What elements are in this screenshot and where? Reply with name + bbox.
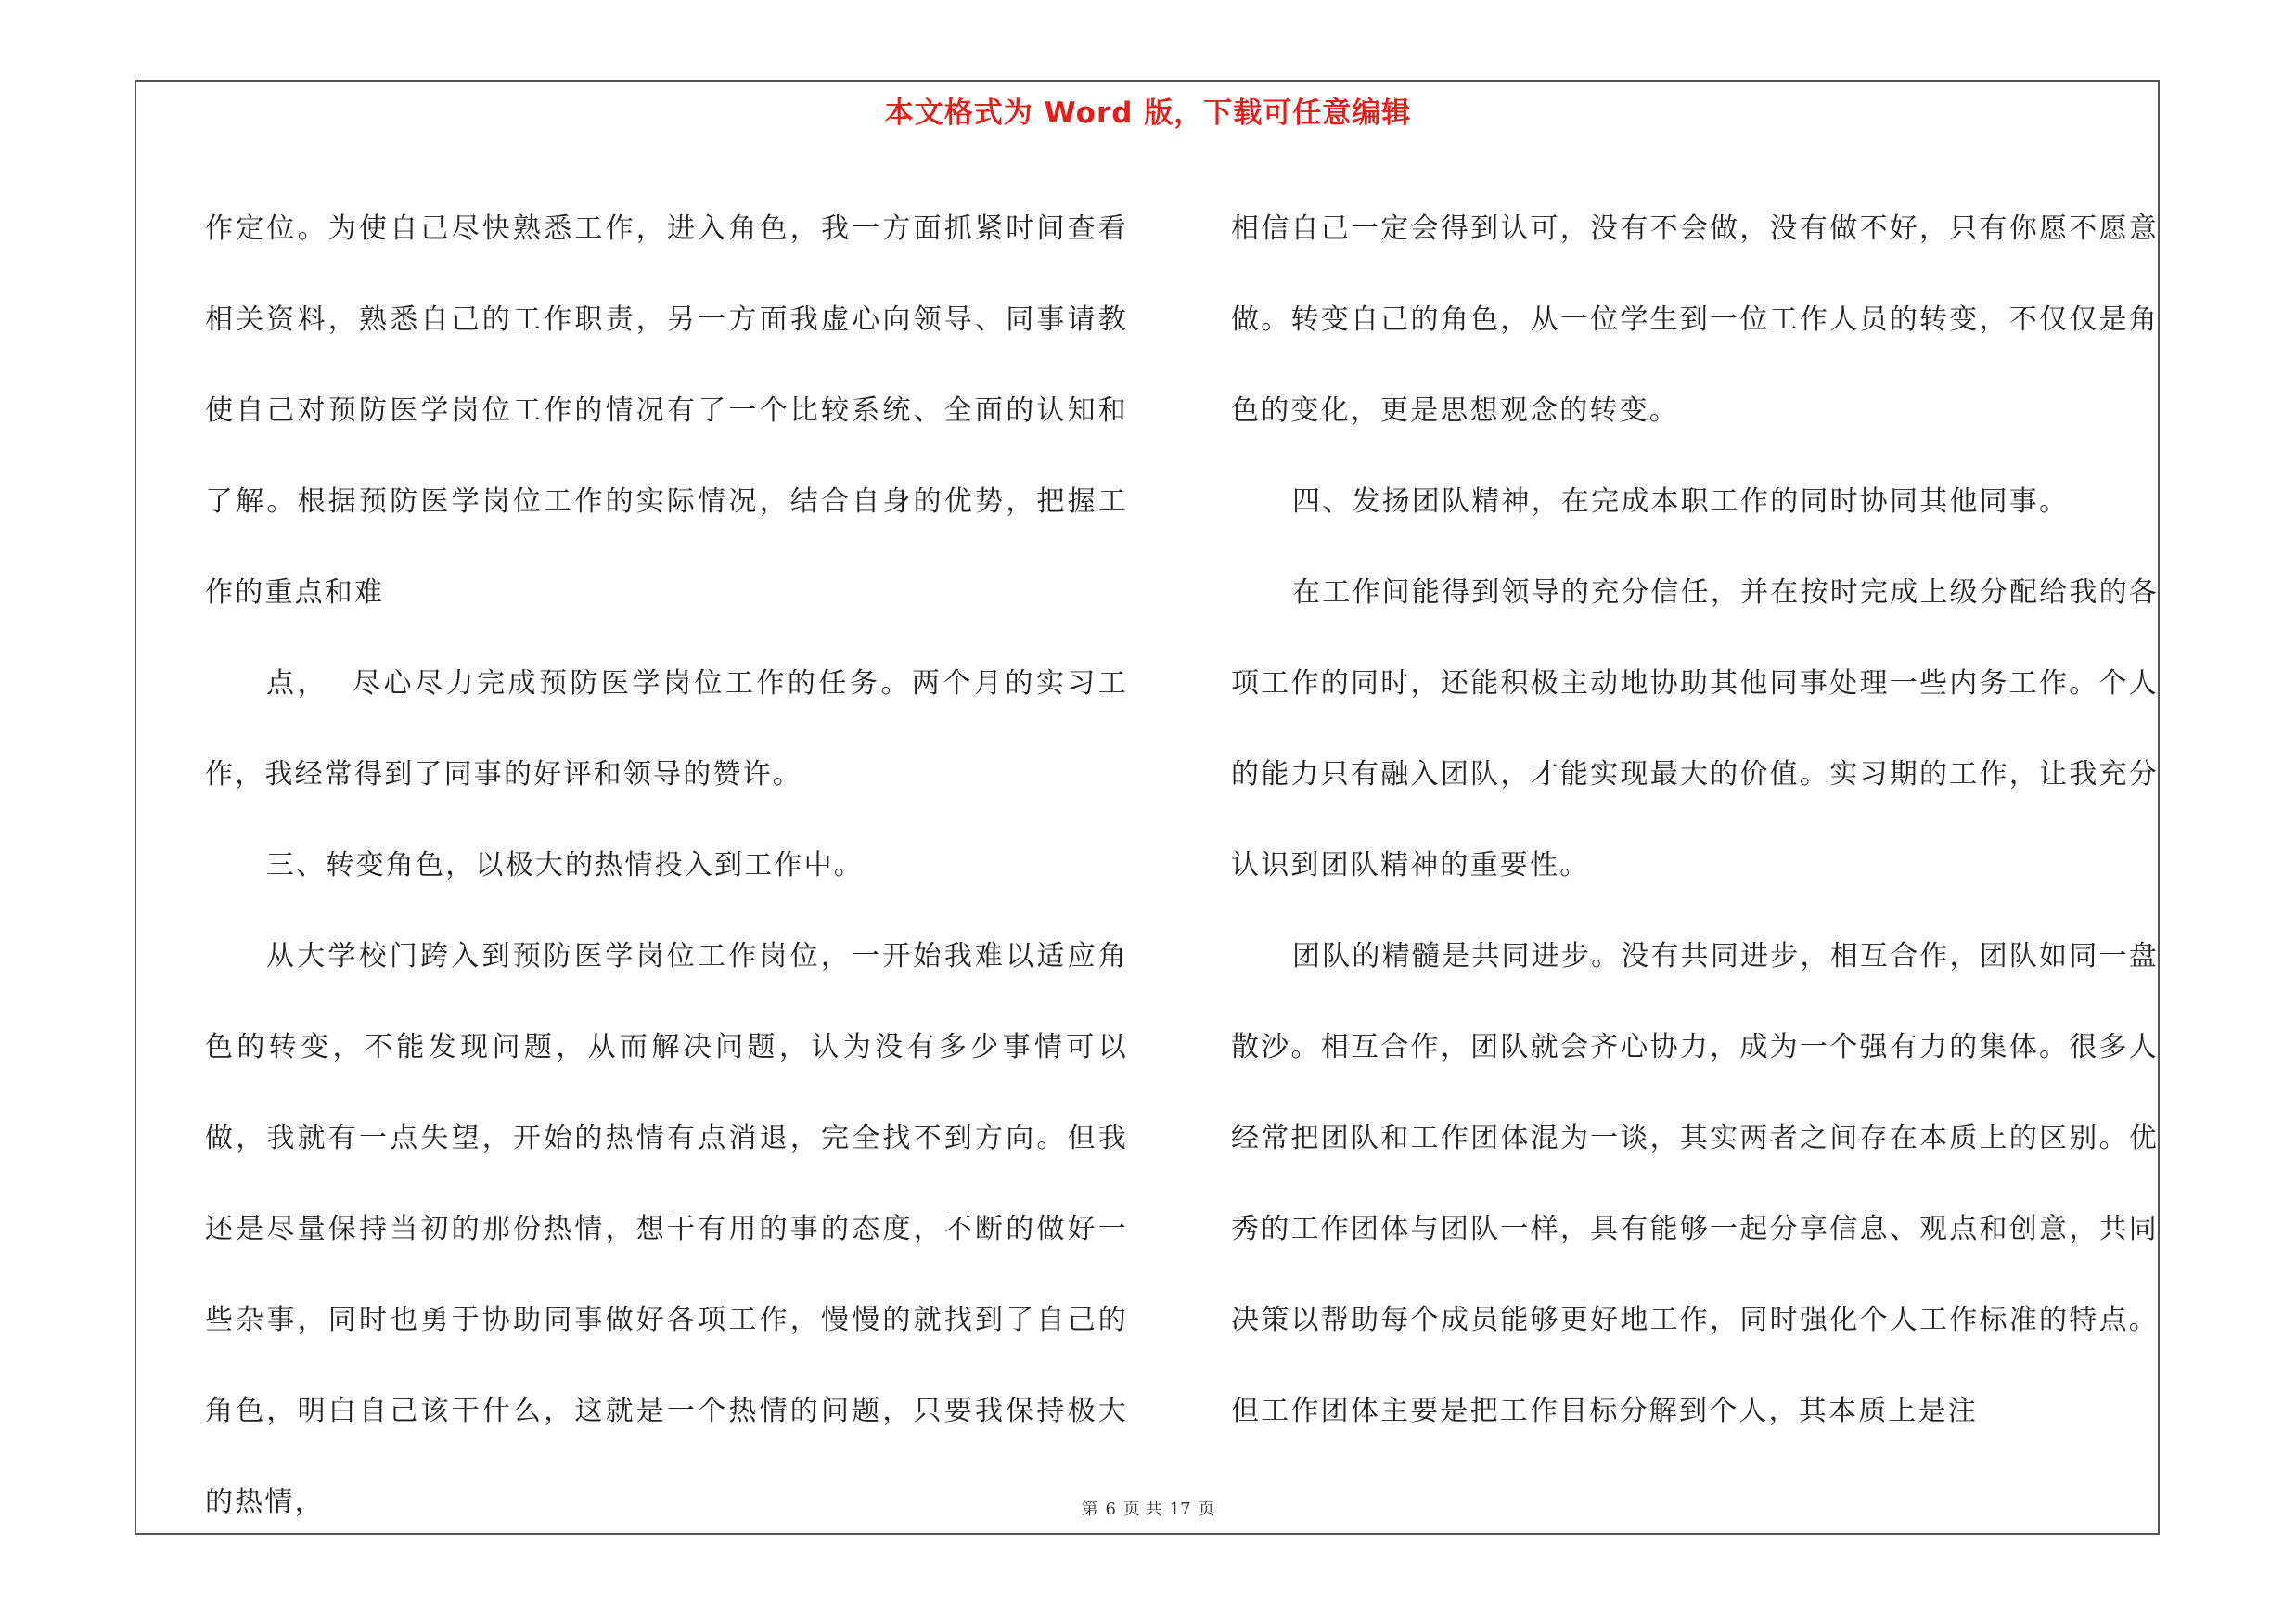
paragraph: 团队的精髓是共同进步。没有共同进步，相互合作，团队如同一盘散沙。相互合作，团队就会齐心协力，成为一个强有力的集体。很多人经常把团队和工作团体混为一谈，其实两者之间存在本质上的区别。优秀的工作团体与团队一样，具有能够一起分享信息、观点和创意，共同决策以帮助每个成员能够更好地工作，同时强化个人工作标准的特点。但工作团体主要是把工作目标分解到个人，其本质上是注 [1231,940,2159,1427]
word-format-banner: 本文格式为 Word 版，下载可任意编辑 [884,97,1412,130]
paragraph: 在工作间能得到领导的充分信任，并在按时完成上级分配给我的各项工作的同时，还能积极主动地协助其他同事处理一些内务工作。个人的能力只有融入团队，才能实现最大的价值。实习期的工作，让我充分认识到团队精神的重要性。 [1231,576,2159,882]
page-number [0,1496,2296,1520]
section-heading: 四、发扬团队精神，在完成本职工作的同时协同其他同事。 [1292,485,2070,518]
paragraph: 相信自己一定会得到认可，没有不会做，没有做不好，只有你愿不愿意做。转变自己的角色，从一位学生到一位工作人员的转变，不仅仅是角色的变化，更是思想观念的转变。 [1231,213,2159,427]
paragraph: 从大学校门跨入到预防医学岗位工作岗位，一开始我难以适应角色的转变，不能发现问题，从而解决问题，认为没有多少事情可以做，我就有一点失望，开始的热情有点消退，完全找不到方向。但我还是尽量保持当初的那份热情，想干有用的事的态度，不断的做好一些杂事，同时也勇于协助同事做好各项工作，慢慢的就找到了自己的角色，明白自己该干什么，这就是一个热情的问题，只要我保持极大的热情， [205,940,1128,1518]
right-text-column [1231,184,2159,1457]
page-prefix: 第 [1081,1500,1098,1519]
paragraph: 作定位。为使自己尽快熟悉工作，进入角色，我一方面抓紧时间查看相关资料，熟悉自己的工作职责，另一方面我虚心向领导、同事请教使自己对预防医学岗位工作的情况有了一个比较系统、全面的认知和了解。根据预防医学岗位工作的实际情况，结合自身的优势，把握工作的重点和难 [205,213,1128,609]
paragraph: 点， 尽心尽力完成预防医学岗位工作的任务。两个月的实习工作，我经常得到了同事的好评和领导的赞许。 [205,667,1128,791]
page-current: 6 [1105,1500,1116,1519]
page-suffix: 页 [1198,1500,1215,1519]
section-heading: 三、转变角色，以极大的热情投入到工作中。 [266,849,864,882]
page-total: 17 [1169,1500,1191,1519]
left-text-column [205,184,1128,1548]
page-mid: 页 共 [1122,1500,1162,1519]
